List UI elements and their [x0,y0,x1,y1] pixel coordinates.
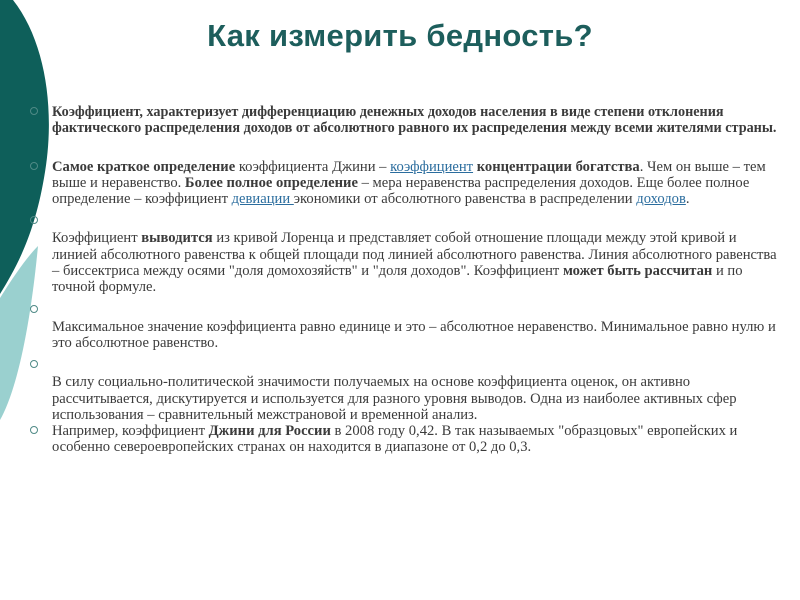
bullet-circle-icon [30,216,38,224]
paragraph-significance: В силу социально-политической значимости получаемых на основе коэффициента оценок, он активно рассчитывается, дискутируется и используется для разного уровня выводов. Одна из наиболее активных сфер использования – сравнительный межстрановой и временной анализ. [30,357,780,423]
paragraph-min-max: Максимальное значение коэффициента равно единице и это – абсолютное неравенство. Минимальное равно нулю и это абсолютное равенство. [30,302,780,352]
slide-title: Как измерить бедность? [207,18,593,53]
bold-text: выводится [141,230,213,247]
bullet-circle-icon [30,360,38,368]
bold-text: может быть рассчитан [562,263,713,280]
bullet-circle-icon [30,305,38,313]
paragraph-definition: Коэффициент, характеризует дифференциацию денежных доходов населения в виде степени отклонения фактического распределения доходов от абсолютного равного их распределения между всеми жителями страны. [30,104,780,137]
bullet-circle-icon [30,107,38,115]
link-koefficient[interactable]: коэффициент [390,158,474,175]
bullet-circle-icon [30,426,38,434]
bold-text: Более полное определение [184,174,358,191]
paragraph-lorenz-curve: Коэффициент выводится из кривой Лоренца и представляет собой отношение площади между этой кривой и линией абсолютного равенства к общей площади под линией абсолютного равенства. Линия абсолютного равенства – биссектриса между осями "доля домохозяйств" и "доля доходов". Коэффициент может быть рассчитан и по точной формуле. [30,213,780,295]
bullet-circle-icon [30,162,38,170]
bold-text: концентрации богатства [476,158,640,175]
link-dohodov[interactable]: доходов [636,191,686,208]
bold-text: Джини для России [208,423,331,440]
bold-text: Самое краткое определение [52,158,236,175]
link-deviacii[interactable]: девиации [231,191,294,208]
paragraph-russia-example: Например, коэффициент Джини для России в 2008 году 0,42. В так называемых "образцовых" европейских и особенно североевропейских странах он находится в диапазоне от 0,2 до 0,3. [30,423,780,456]
slide-content [30,104,780,456]
paragraph-short-definition: Самое краткое определение коэффициента Джини – коэффициент концентрации богатства. Чем он выше – тем выше и неравенство. Более полное определение – мера неравенства распределения доходов. Еще более полное определение – коэффициент девиации экономики от абсолютного равенства в распределении доходов. [30,159,780,208]
